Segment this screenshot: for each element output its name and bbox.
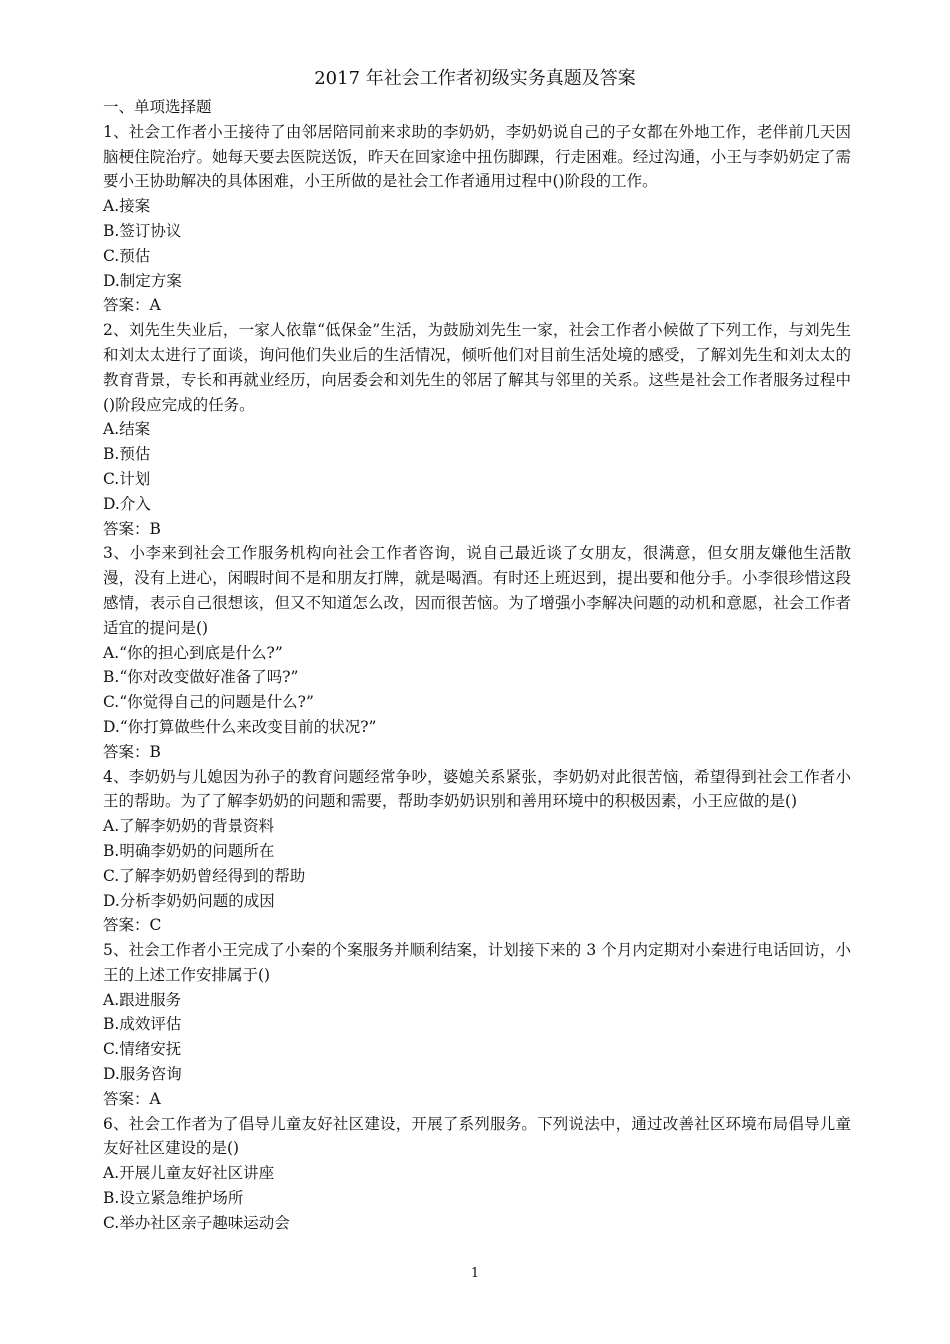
option-b: B.“你对改变做好准备了吗?” <box>103 668 299 687</box>
question-stem: 2、刘先生失业后，一家人依靠“低保金”生活，为鼓励刘先生一家，社会工作者小候做了下列工作，与刘先生和刘太太进行了面谈，询问他们失业后的生活情况，倾听他们对目前生活处境的感受，了解刘先生和刘太太的教育背景，专长和再就业经历，向居委会和刘先生的邻居了解其与邻里的关系。这些是社会工作者服务过程中()阶段应完成的任务。 <box>103 321 851 414</box>
option-b: B.签订协议 <box>103 221 182 240</box>
document-title: 2017 年社会工作者初级实务真题及答案 <box>314 68 636 89</box>
option-c: C.情绪安抚 <box>103 1040 182 1059</box>
question-stem: 6、社会工作者为了倡导儿童友好社区建设，开展了系列服务。下列说法中，通过改善社区环境布局倡导儿童友好社区建设的是() <box>103 1114 851 1158</box>
question-stem: 1、社会工作者小王接待了由邻居陪同前来求助的李奶奶，李奶奶说自己的子女都在外地工作，老伴前几天因脑梗住院治疗。她每天要去医院送饭，昨天在回家途中扭伤脚踝，行走困难。经过沟通，小王与李奶奶定了需要小王协助解决的具体困难，小王所做的是社会工作者通用过程中()阶段的工作。 <box>103 122 851 191</box>
question-stem: 5、社会工作者小王完成了小秦的个案服务并顺利结案，计划接下来的 3 个月内定期对小秦进行电话回访，小王的上述工作安排属于() <box>103 941 851 984</box>
option-d: D.制定方案 <box>103 271 182 290</box>
option-c: C.预估 <box>103 246 151 265</box>
answer-line: 答案：B <box>103 742 161 761</box>
section-heading: 一、单项选择题 <box>103 98 212 116</box>
option-a: A.了解李奶奶的背景资料 <box>103 817 275 836</box>
option-d: D.分析李奶奶问题的成因 <box>103 891 275 910</box>
answer-line: 答案：A <box>103 1089 161 1108</box>
question-stem: 4、李奶奶与儿媳因为孙子的教育问题经常争吵，婆媳关系紧张，李奶奶对此很苦恼，希望得到社会工作者小王的帮助。为了了解李奶奶的问题和需要，帮助李奶奶识别和善用环境中的积极因素，小王应做的是() <box>103 767 851 811</box>
option-d: D.介入 <box>103 494 151 513</box>
answer-line: 答案：A <box>103 296 161 315</box>
option-b: B.设立紧急维护场所 <box>103 1189 244 1208</box>
option-c: C.“你觉得自己的问题是什么?” <box>103 693 314 712</box>
option-d: D.“你打算做些什么来改变目前的状况?” <box>103 717 377 736</box>
option-d: D.服务咨询 <box>103 1065 182 1084</box>
answer-line: 答案：B <box>103 519 161 538</box>
option-a: A.跟进服务 <box>103 990 182 1009</box>
option-a: A.开展儿童友好社区讲座 <box>103 1164 275 1183</box>
answer-line: 答案：C <box>103 916 162 935</box>
option-b: B.成效评估 <box>103 1015 182 1034</box>
option-c: C.举办社区亲子趣味运动会 <box>103 1213 290 1232</box>
question-stem: 3、小李来到社会工作服务机构向社会工作者咨询，说自己最近谈了女朋友，很满意，但女朋友嫌他生活散漫，没有上进心，闲暇时间不是和朋友打牌，就是喝酒。有时还上班迟到，提出要和他分手。小李很珍惜这段感情，表示自己很想该，但又不知道怎么改，因而很苦恼。为了增强小李解决问题的动机和意愿，社会工作者适宜的提问是() <box>103 544 851 637</box>
option-b: B.预估 <box>103 445 151 464</box>
option-a: A.接案 <box>103 197 151 216</box>
option-b: B.明确李奶奶的问题所在 <box>103 841 275 860</box>
option-c: C.计划 <box>103 469 151 488</box>
page-number: 1 <box>470 1266 480 1281</box>
option-a: A.“你的担心到底是什么?” <box>103 643 283 662</box>
document-body <box>103 95 851 1236</box>
option-c: C.了解李奶奶曾经得到的帮助 <box>103 866 306 885</box>
option-a: A.结案 <box>103 420 151 439</box>
